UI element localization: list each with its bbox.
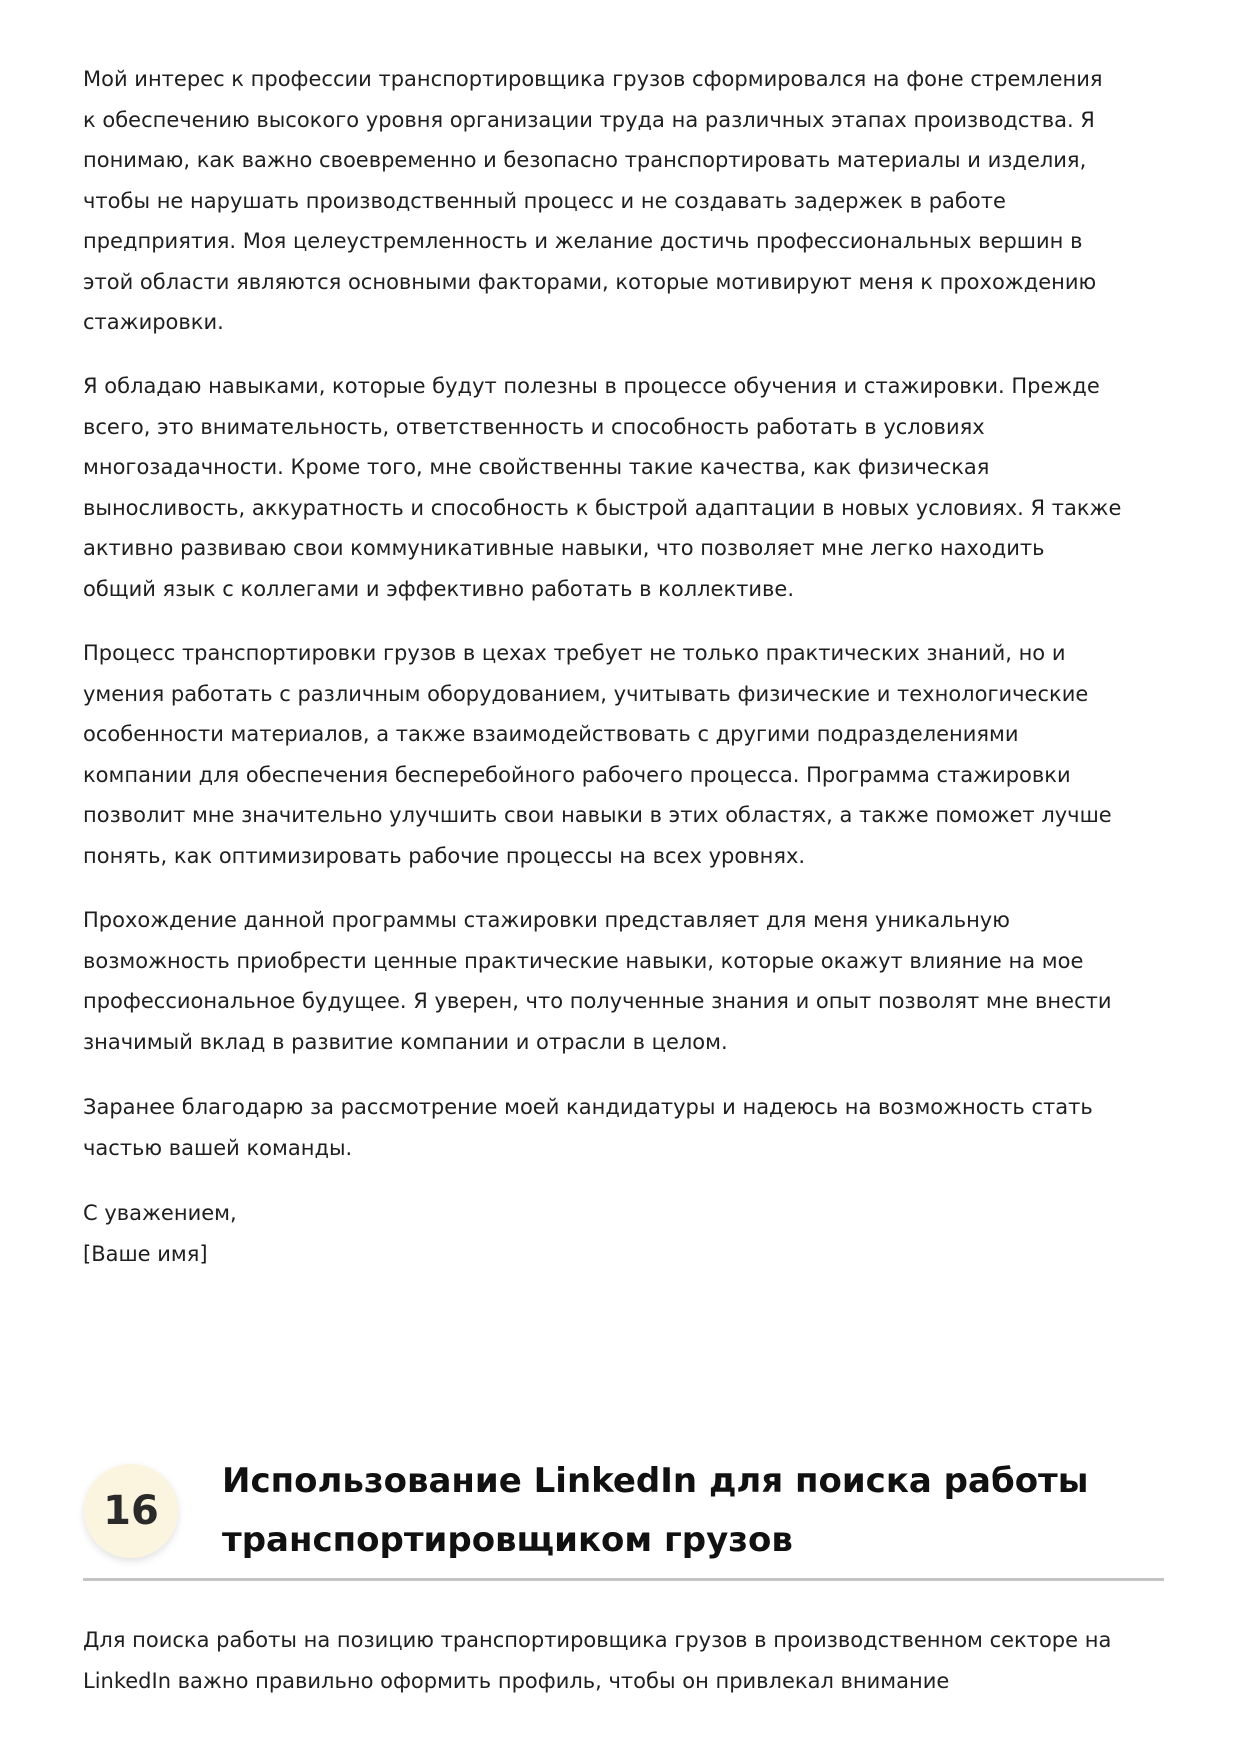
text-line: частью вашей команды. <box>83 1135 353 1160</box>
text-line: понимаю, как важно своевременно и безопасно транспортировать материалы и изделия, <box>83 148 1087 172</box>
text-line: активно развиваю свои коммуникативные навыки, что позволяет мне легко находить <box>83 536 1045 560</box>
text-line: позволит мне значительно улучшить свои навыки в этих областях, а также поможет лучше <box>83 803 1112 827</box>
text-line: многозадачности. Кроме того, мне свойственны такие качества, как физическая <box>83 455 990 479</box>
section-number-badge <box>84 1464 178 1558</box>
body-paragraph <box>83 900 1183 1062</box>
text-line: понять, как оптимизировать рабочие процессы на всех уровнях. <box>83 843 806 868</box>
text-line: Мой интерес к профессии транспортировщика грузов сформировался на фоне стремления <box>83 67 1103 91</box>
text-line: компании для обеспечения бесперебойного рабочего процесса. Программа стажировки <box>83 762 1071 787</box>
text-line: особенности материалов, а также взаимодействовать с другими подразделениями <box>83 722 1019 746</box>
text-line: LinkedIn важно правильно оформить профиль, чтобы он привлекал внимание <box>83 1668 950 1693</box>
signature-block <box>83 1193 1183 1274</box>
text-line: выносливость, аккуратность и способность к быстрой адаптации в новых условиях. Я также <box>83 495 1122 520</box>
text-line: Прохождение данной программы стажировки представляет для меня уникальную <box>83 908 1010 932</box>
text-line: возможность приобрести ценные практические навыки, которые окажут влияние на мое <box>83 948 1084 973</box>
body-paragraph <box>83 59 1183 343</box>
text-line: умения работать с различным оборудованием, учитывать физические и технологические <box>83 681 1089 706</box>
text-line: Я обладаю навыками, которые будут полезны в процессе обучения и стажировки. Прежде <box>83 374 1100 398</box>
section-number: 16 <box>103 1488 159 1534</box>
section-heading-line: Использование LinkedIn для поиска работы <box>222 1461 1089 1501</box>
body-paragraph <box>83 633 1183 876</box>
text-line: всего, это внимательность, ответственность и способность работать в условиях <box>83 414 985 439</box>
text-line: С уважением, <box>83 1201 237 1225</box>
text-line: Процесс транспортировки грузов в цехах требует не только практических знаний, но и <box>83 641 1066 665</box>
text-line: значимый вклад в развитие компании и отрасли в целом. <box>83 1029 728 1054</box>
text-line: общий язык с коллегами и эффективно работать в коллективе. <box>83 576 795 601</box>
text-line: стажировки. <box>83 310 224 334</box>
section-intro-paragraph <box>83 1620 1183 1701</box>
text-line: [Ваше имя] <box>83 1241 208 1266</box>
text-line: профессиональное будущее. Я уверен, что полученные знания и опыт позволят мне внести <box>83 989 1112 1013</box>
text-line: этой области являются основными факторами, которые мотивируют меня к прохождению <box>83 269 1097 294</box>
body-paragraph <box>83 366 1183 609</box>
text-line: к обеспечению высокого уровня организации труда на различных этапах производства. Я <box>83 107 1095 132</box>
text-line: чтобы не нарушать производственный процесс и не создавать задержек в работе <box>83 188 1006 213</box>
text-line: Для поиска работы на позицию транспортировщика грузов в производственном секторе на <box>83 1628 1112 1652</box>
section-heading <box>222 1452 1089 1570</box>
body-paragraph <box>83 1087 1183 1168</box>
section-heading-line: транспортировщиком грузов <box>222 1520 793 1560</box>
section-divider <box>83 1578 1164 1581</box>
text-line: Заранее благодарю за рассмотрение моей кандидатуры и надеюсь на возможность стать <box>83 1095 1093 1119</box>
text-line: предприятия. Моя целеустремленность и желание достичь профессиональных вершин в <box>83 229 1083 253</box>
